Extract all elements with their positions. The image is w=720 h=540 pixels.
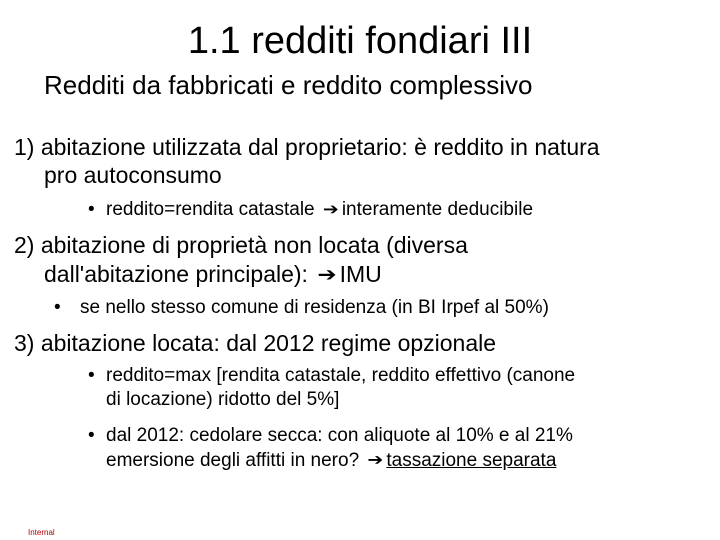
item-3-sub-1-line-1 [88, 364, 575, 388]
item-3-sub-2-line-1 [88, 424, 573, 448]
bullet-icon: • [88, 199, 95, 220]
item-2-sub-1 [54, 296, 549, 320]
arrow-right-icon: ➔ [367, 451, 384, 470]
item-2-line-1: 2) abitazione di proprietà non locata (diversa [14, 232, 468, 258]
slide-subtitle: Redditi da fabbricati e reddito complessivo [44, 70, 533, 100]
bullet-icon: • [88, 425, 95, 446]
arrow-right-icon: ➔ [322, 200, 339, 219]
item-2-sub-1-text: se nello stesso comune di residenza (in BI Irpef al 50%) [80, 297, 549, 318]
item-3-sub-2-line-2 [106, 449, 556, 473]
bullet-icon: • [54, 297, 61, 318]
slide-title: 1.1 redditi fondiari III [187, 20, 533, 62]
item-3-sub-2-after: tassazione separata [386, 450, 557, 471]
item-3-sub-2-text-1: dal 2012: cedolare secca: con aliquote al 10% e al 21% [106, 425, 573, 446]
item-2-line-2 [44, 259, 382, 289]
bullet-icon: • [88, 365, 95, 386]
arrow-right-icon: ➔ [317, 262, 337, 286]
item-3-sub-1-line-2: di locazione) ridotto del 5%] [106, 389, 340, 410]
item-3-line-1: 3) abitazione locata: dal 2012 regime opzionale [14, 330, 497, 356]
item-2-line-2-after: IMU [339, 261, 382, 287]
item-1-line-2: pro autoconsumo [44, 162, 222, 188]
item-2-line-2-text: dall'abitazione principale): [44, 261, 308, 287]
footer-label: Internal [28, 528, 55, 537]
item-1-sub-1-after: interamente deducibile [341, 199, 534, 220]
item-3-sub-1-text-1: reddito=max [rendita catastale, reddito effettivo (canone [106, 365, 576, 386]
item-1-line-1: 1) abitazione utilizzata dal proprietario: è reddito in natura [14, 134, 600, 160]
item-3-sub-2-before: emersione degli affitti in nero? [106, 450, 360, 471]
item-1-sub-1 [88, 198, 533, 222]
item-1-sub-1-before: reddito=rendita catastale [106, 199, 315, 220]
